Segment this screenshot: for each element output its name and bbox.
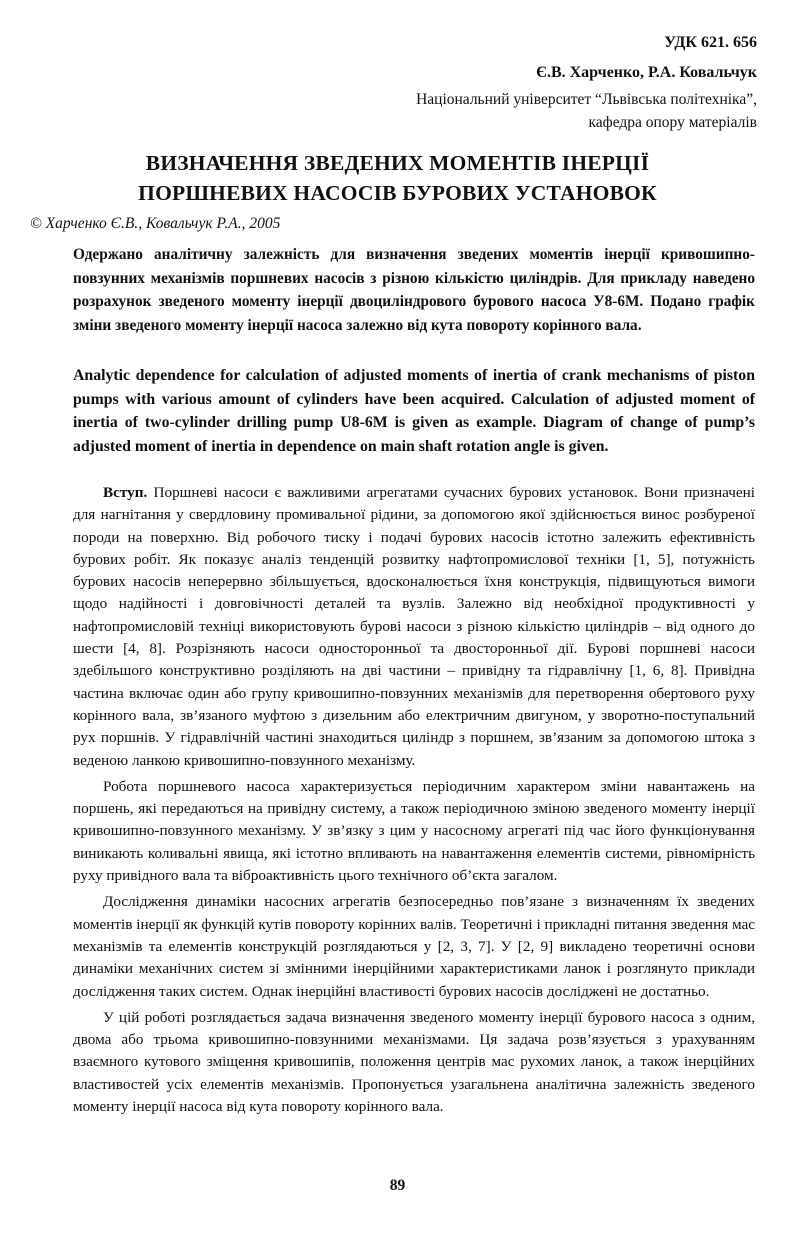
- body-paragraph-1-text: Поршневі насоси є важливими агрегатами сучасних бурових установок. Вони призначені для нагнітання у свердловину промивальної рідини, за допомогою якої здійснюється винос розбуреної породи на поверхню. Від робочого тиску і подачі бурових насосів істотно залежить ефективність бурових робіт. Як показує аналіз тенденцій розвитку нафтопромислової техніки [1, 5], потужність бурових насосів неперервно збільшується, вдосконалюється їхня конструкція, підвищуються вимоги щодо надійності і довговічності деталей та вузлів. Залежно від необхідної продуктивності у нафтопромисловій техніці використовують бурові насоси з різною кількістю циліндрів – від одного до шести [4, 8]. Розрізняють насоси односторонньої та двосторонньої дії. Бурові поршневі насоси здебільшого конструктивно розділяють на дві частини – привідну та гідравлічну [1, 6, 8]. Привідна частина включає один або групу кривошипно-повзунних механізмів для перетворення обертового руху корінного вала, зв’язаного муфтою з дизельним або електричним двигуном, у зворотно-поступальний рух поршнів. У гідравлічній частині знаходиться циліндр з поршнем, зв’язаним за допомогою штока з веденою ланкою кривошипно-повзунного механізму.: [73, 484, 755, 769]
- intro-heading: Вступ.: [103, 484, 148, 501]
- body-paragraph-2: Робота поршневого насоса характеризується періодичним характером зміни навантажень на поршень, які передаються на привідну систему, а також періодичною зміною зведеного моменту інерції кривошипно-повзунного механізму. У зв’язку з цим у насосному агрегаті під час його функціонування виникають коливальні явища, які істотно впливають на навантаження елементів системи, рівномірність руху привідного вала та віброактивність цього технічного об’єкта загалом.: [73, 777, 755, 885]
- affiliation-department: кафедра опору матеріалів: [588, 114, 757, 131]
- page-number: 89: [389, 1177, 406, 1194]
- article-body: [73, 482, 755, 1122]
- body-paragraph-4: У цій роботі розглядається задача визначення зведеного моменту інерції бурового насоса з одним, двома або трьома кривошипно-повзунними механізмами. Ця задача розв’язується з урахуванням взаємного кутового зміщення кривошипів, положення центрів мас рухомих ланок, а також інерційних властивостей усіх елементів механізмів. Пропонується узагальнена аналітична залежність зведеного моменту інерції насоса від кута повороту корінного вала.: [73, 1008, 755, 1116]
- paper-title: [60, 148, 735, 208]
- title-line-1: ВИЗНАЧЕННЯ ЗВЕДЕНИХ МОМЕНТІВ ІНЕРЦІЇ: [145, 151, 650, 175]
- title-line-2: ПОРШНЕВИХ НАСОСІВ БУРОВИХ УСТАНОВОК: [138, 181, 657, 205]
- affiliation: [337, 88, 757, 134]
- abstract-ukrainian: Одержано аналітичну залежність для визначення зведених моментів інерції кривошипно-повзунних механізмів поршневих насосів з різною кількістю циліндрів. Для прикладу наведено розрахунок зведеного моменту інерції двоциліндрового бурового насоса У8-6М. Подано графік зміни зведеного моменту інерції насоса залежно від кута повороту корінного вала.: [73, 246, 755, 334]
- udc-code: УДК 621. 656: [664, 34, 757, 51]
- affiliation-university: Національний університет “Львівська політехніка”,: [416, 91, 757, 108]
- body-paragraph-1: [73, 482, 755, 772]
- body-paragraph-3: Дослідження динаміки насосних агрегатів безпосередньо пов’язане з визначенням їх зведених моментів інерції як функцій кутів повороту корінних валів. Теоретичні і прикладні питання зведення мас механізмів та елементів конструкцій розглядаються у [2, 3, 7]. У [2, 9] викладено теоретичні основи динаміки механічних систем зі змінними інерційними характеристиками ланок і розглянуто приклади дослідження таких систем. Однак інерційні властивості бурових насосів досліджені не достатньо.: [73, 893, 755, 1000]
- copyright-notice: © Харченко Є.В., Ковальчук Р.А., 2005: [30, 215, 281, 232]
- authors: Є.В. Харченко, Р.А. Ковальчук: [536, 64, 757, 81]
- abstract-english: Analytic dependence for calculation of adjusted moments of inertia of crank mechanisms of piston pumps with various amount of cylinders have been acquired. Calculation of adjusted moment of inertia of two-cylinder drilling pump U8-6M is given as example. Diagram of change of pump’s adjusted moment of inertia in dependence on main shaft rotation angle is given.: [73, 367, 755, 455]
